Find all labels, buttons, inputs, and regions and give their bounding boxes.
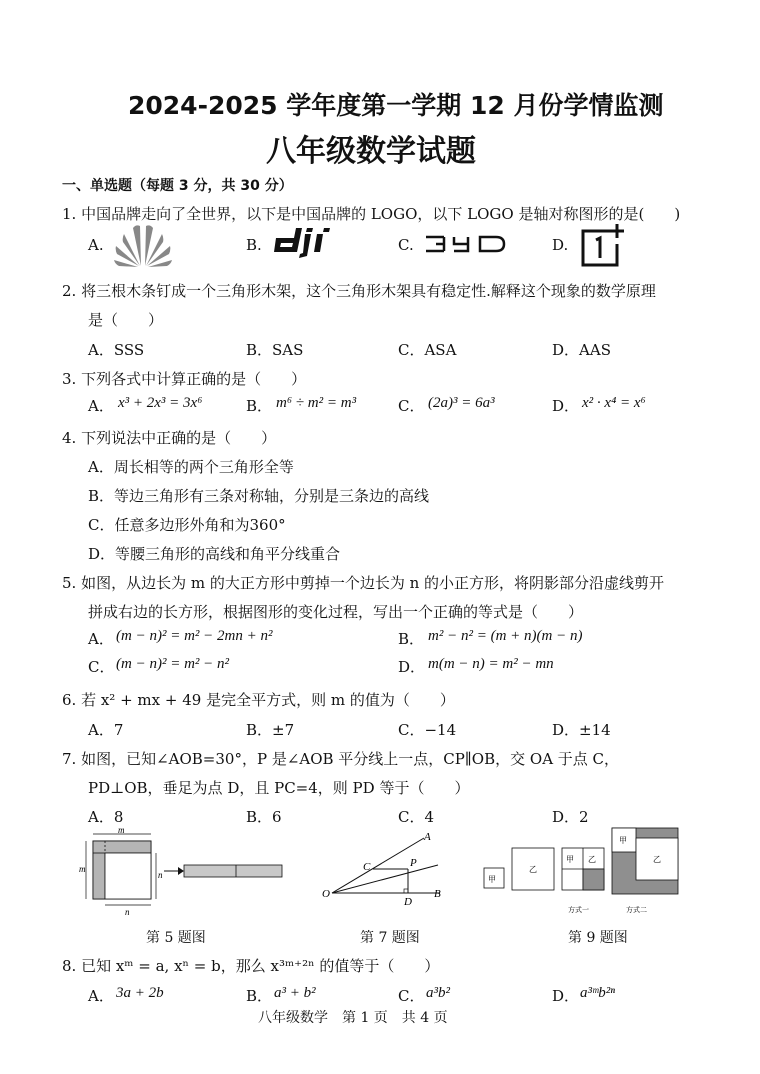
figure-9 xyxy=(478,826,694,918)
fig9-label-jia-1: 甲 xyxy=(488,875,496,884)
question-1-stem: 1. 中国品牌走向了全世界，以下是中国品牌的 LOGO，以下 LOGO 是轴对称图形的是( ) xyxy=(62,205,681,223)
q3-option-d-label: D． xyxy=(552,397,580,415)
question-5-stem-cont: 拼成右边的长方形，根据图形的变化过程，写出一个正确的等式是（ ） xyxy=(88,603,584,621)
fig9-label-yi-2: 乙 xyxy=(588,855,596,864)
q6-option-b: B．±7 xyxy=(246,721,295,739)
question-7-stem-cont: PD⊥OB，垂足为点 D，且 PC=4，则 PD 等于（ ） xyxy=(88,779,470,797)
question-2-stem-cont: 是（ ） xyxy=(88,311,164,329)
fig9-label-way-1: 方式一 xyxy=(568,906,589,914)
q7-option-c: C．4 xyxy=(398,808,435,826)
q8-option-a-expr: 3a + 2b xyxy=(116,985,164,1001)
q3-option-c-expr: (2a)³ = 6a³ xyxy=(428,395,495,411)
q7-option-b: B．6 xyxy=(246,808,282,826)
fig7-label-b: B xyxy=(434,888,441,900)
question-6-stem: 6. 若 x² + mx + 49 是完全平方式，则 m 的值为（ ） xyxy=(62,691,455,709)
dji-logo xyxy=(272,228,334,258)
q8-option-c-expr: a³b² xyxy=(426,985,450,1001)
dji-logo-graphic xyxy=(272,228,334,258)
figure-7 xyxy=(316,828,446,910)
q6-option-a: A．7 xyxy=(88,721,124,739)
fig5-label-n-bottom: n xyxy=(125,907,130,916)
question-4-stem: 4. 下列说法中正确的是（ ） xyxy=(62,429,277,447)
q1-option-c-label: C. xyxy=(398,236,414,254)
q5-option-b-label: B． xyxy=(398,630,425,648)
q4-option-c: C．任意多边形外角和为360° xyxy=(88,516,286,534)
q5-option-b-expr: m² − n² = (m + n)(m − n) xyxy=(428,628,583,644)
q6-option-d: D．±14 xyxy=(552,721,611,739)
q4-option-b: B．等边三角形有三条对称轴，分别是三条边的高线 xyxy=(88,487,430,505)
q3-option-a-expr: x³ + 2x³ = 3x⁶ xyxy=(118,395,203,411)
q1-option-a-label: A. xyxy=(88,236,104,254)
q2-option-b: B．SAS xyxy=(246,341,304,359)
figure-9-caption: 第 9 题图 xyxy=(568,930,628,946)
q5-option-d-expr: m(m − n) = m² − mn xyxy=(428,656,554,672)
fig5-label-m-top: m xyxy=(118,826,125,835)
question-3-stem: 3. 下列各式中计算正确的是（ ） xyxy=(62,370,307,388)
q5-option-c-label: C． xyxy=(88,658,115,676)
q7-option-a: A．8 xyxy=(88,808,124,826)
huawei-logo-graphic xyxy=(112,222,174,268)
fig7-label-d: D xyxy=(404,896,412,908)
q8-option-a-label: A． xyxy=(88,987,114,1005)
q2-option-d: D．AAS xyxy=(552,341,611,359)
q3-option-a-label: A． xyxy=(88,397,114,415)
q3-option-d-expr: x² · x⁴ = x⁶ xyxy=(582,395,646,411)
question-2-stem: 2. 将三根木条钉成一个三角形木架，这个三角形木架具有稳定性.解释这个现象的数学原理 xyxy=(62,282,656,300)
oneplus-logo-graphic xyxy=(580,222,628,268)
fig7-label-p: P xyxy=(410,857,417,869)
q7-option-d: D．2 xyxy=(552,808,589,826)
q6-option-c: C．−14 xyxy=(398,721,457,739)
q4-option-d: D．等腰三角形的高线和角平分线重合 xyxy=(88,545,341,563)
question-5-stem: 5. 如图，从边长为 m 的大正方形中剪掉一个边长为 n 的小正方形，将阴影部分沿虚线剪开 xyxy=(62,574,665,592)
figure-7-caption: 第 7 题图 xyxy=(360,930,420,946)
fig9-label-jia-2: 甲 xyxy=(566,855,574,864)
q8-option-b-expr: a³ + b² xyxy=(274,985,316,1001)
exam-title: 2024-2025 学年度第一学期 12 月份学情监测 xyxy=(128,91,664,120)
byd-logo xyxy=(424,234,508,254)
q1-option-b-label: B. xyxy=(246,236,262,254)
q8-option-d-expr: a³ᵐb²ⁿ xyxy=(580,985,615,1001)
q5-option-a-expr: (m − n)² = m² − 2mn + n² xyxy=(116,628,273,644)
question-8-stem: 8. 已知 xᵐ = a, xⁿ = b，那么 x³ᵐ⁺²ⁿ 的值等于（ ） xyxy=(62,957,440,975)
q2-option-a: A．SSS xyxy=(88,341,145,359)
fig9-label-yi-1: 乙 xyxy=(529,865,537,874)
huawei-logo xyxy=(112,222,174,268)
question-7-stem: 7. 如图，已知∠AOB=30°，P 是∠AOB 平分线上一点，CP∥OB，交 OA 于点 C， xyxy=(62,750,620,768)
fig5-label-n-right: n xyxy=(158,870,163,880)
page-footer: 八年级数学 第 1 页 共 4 页 xyxy=(258,1010,448,1026)
q3-option-b-expr: m⁶ ÷ m² = m³ xyxy=(276,395,357,411)
figure-5-caption: 第 5 题图 xyxy=(146,930,206,946)
fig9-label-yi-3: 乙 xyxy=(653,855,661,864)
q5-option-c-expr: (m − n)² = m² − n² xyxy=(116,656,230,672)
q5-option-d-label: D． xyxy=(398,658,426,676)
q4-option-a: A．周长相等的两个三角形全等 xyxy=(88,458,294,476)
q8-option-d-label: D． xyxy=(552,987,580,1005)
section-heading: 一、单选题（每题 3 分，共 30 分） xyxy=(62,178,293,194)
fig7-label-c: C xyxy=(363,861,371,873)
q2-option-c: C．ASA xyxy=(398,341,457,359)
q5-option-a-label: A． xyxy=(88,630,114,648)
fig7-label-o: O xyxy=(322,888,330,900)
exam-subtitle: 八年级数学试题 xyxy=(266,134,476,169)
q1-option-d-label: D. xyxy=(552,236,569,254)
figure-5 xyxy=(76,826,290,916)
fig5-label-m-left: m xyxy=(79,864,86,874)
fig7-label-a: A xyxy=(424,831,431,843)
q3-option-b-label: B． xyxy=(246,397,273,415)
q3-option-c-label: C． xyxy=(398,397,425,415)
fig9-label-jia-3: 甲 xyxy=(619,836,627,845)
oneplus-logo xyxy=(580,222,628,268)
q8-option-b-label: B． xyxy=(246,987,273,1005)
fig9-label-way-2: 方式二 xyxy=(626,906,647,914)
byd-logo-graphic xyxy=(424,234,508,254)
q8-option-c-label: C． xyxy=(398,987,425,1005)
